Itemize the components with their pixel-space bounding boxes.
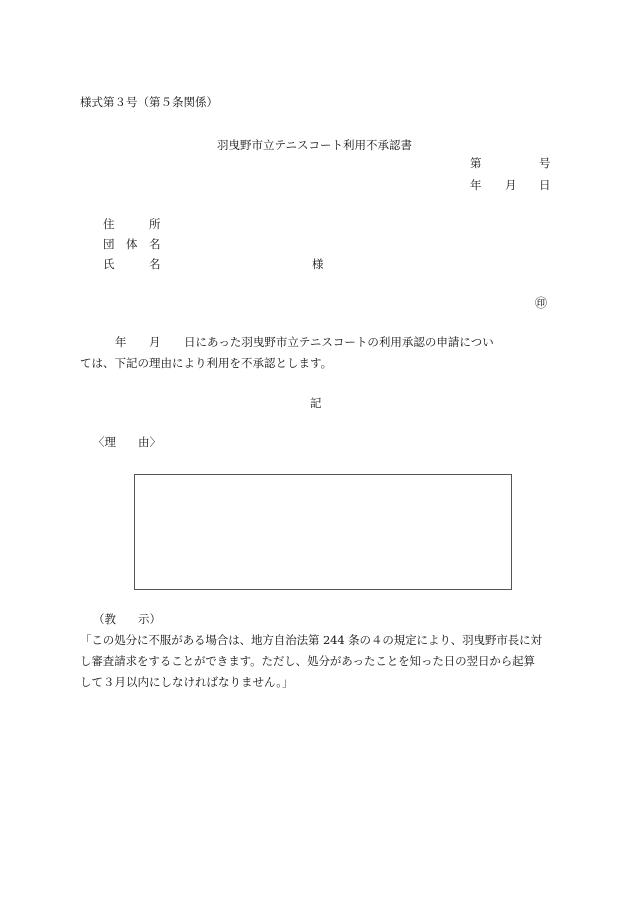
name-label-2: 名 xyxy=(149,257,161,271)
date-month: 月 xyxy=(505,178,517,192)
body-year: 年 xyxy=(115,335,127,349)
ki-heading: 記 xyxy=(310,396,322,410)
honorific-sama: 様 xyxy=(312,257,324,271)
body-line-1: 日にあった羽曳野市立テニスコートの利用承認の申請につい xyxy=(184,335,494,349)
group-label-2: 体 xyxy=(126,237,138,251)
notice-heading-left: （教 xyxy=(93,612,116,626)
body-month: 月 xyxy=(149,335,161,349)
group-label-1: 団 xyxy=(103,237,115,251)
date-day: 日 xyxy=(539,178,551,192)
address-label-2: 所 xyxy=(149,217,161,231)
address-label-1: 住 xyxy=(103,217,115,231)
notice-heading-right: 示） xyxy=(138,612,161,626)
notice-line-3: して３月以内にしなければなりません。」 xyxy=(80,675,294,689)
notice-line-1: 「この処分に不服がある場合は、地方自治法第 244 条の４の規定により、羽曳野市長に対 xyxy=(80,633,542,647)
document-title: 羽曳野市立テニスコート利用不承認書 xyxy=(217,138,413,152)
notice-line-2: し審査請求をすることができます。ただし、処分があったことを知った日の翌日から起算 xyxy=(80,654,535,668)
form-number: 様式第３号（第５条関係） xyxy=(80,95,218,109)
name-label-1: 氏 xyxy=(103,257,115,271)
date-year: 年 xyxy=(470,178,482,192)
reason-heading-right: 由〉 xyxy=(138,435,161,449)
reason-box xyxy=(134,474,512,590)
seal-mark: ㊞ xyxy=(535,296,548,310)
reason-heading-left: 〈理 xyxy=(93,435,116,449)
body-line-2: ては、下記の理由により利用を不承認とします。 xyxy=(80,356,333,370)
group-label-3: 名 xyxy=(149,237,161,251)
doc-number-dai: 第 xyxy=(470,156,482,170)
doc-number-gou: 号 xyxy=(539,156,551,170)
